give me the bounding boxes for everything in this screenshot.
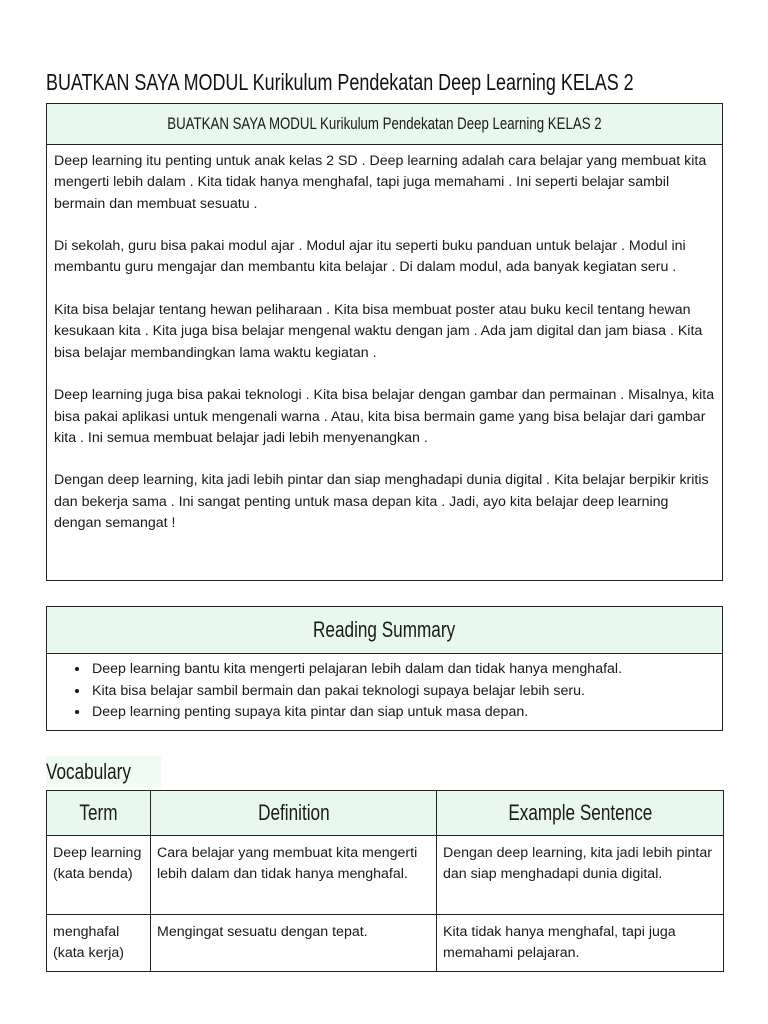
table-row	[47, 836, 724, 915]
intro-box	[46, 103, 723, 581]
example-cell: Kita tidak hanya menghafal, tapi juga memahami pelajaran.	[437, 915, 724, 972]
column-header-example	[437, 791, 724, 836]
definition-cell: Mengingat sesuatu dengan tepat.	[151, 915, 437, 972]
summary-list-item: • Deep learning bantu kita mengerti pelajaran lebih dalam dan tidak hanya menghafal.	[90, 659, 722, 681]
intro-paragraph: Deep learning itu penting untuk anak kelas 2 SD . Deep learning adalah cara belajar yang membuat kita mengerti lebih dalam . Kita tidak hanya menghafal, tapi juga memahami . Ini seperti belajar sambil bermain dan membuat sesuatu .	[54, 153, 707, 212]
definition-cell: Cara belajar yang membuat kita mengerti lebih dalam dan tidak hanya menghafal.	[151, 836, 437, 915]
vocabulary-table	[46, 790, 724, 972]
reading-summary-header	[47, 607, 722, 654]
intro-paragraph: Di sekolah, guru bisa pakai modul ajar . Modul ajar itu seperti buku panduan untuk belajar . Modul ini membantu guru mengajar dan membantu kita belajar . Di dalam modul, ada banyak kegiatan seru .	[54, 238, 686, 276]
reading-summary-box	[46, 606, 723, 731]
summary-list-item: • Deep learning penting supaya kita pintar dan siap untuk masa depan.	[90, 702, 722, 724]
term-cell: menghafal (kata kerja)	[47, 915, 151, 972]
intro-box-header-text: BUATKAN SAYA MODUL Kurikulum Pendekatan Deep Learning KELAS 2	[167, 114, 602, 133]
column-header-definition	[151, 791, 437, 836]
intro-box-body	[47, 145, 722, 534]
example-cell: Dengan deep learning, kita jadi lebih pintar dan siap menghadapi dunia digital.	[437, 836, 724, 915]
column-header-example-text: Example Sentence	[507, 800, 653, 825]
intro-paragraph: Kita bisa belajar tentang hewan peliharaan . Kita bisa membuat poster atau buku kecil tentang hewan kesukaan kita . Kita juga bisa belajar mengenal waktu dengan jam . Ada jam digital dan jam biasa . Kita bisa belajar membandingkan lama waktu kegiatan .	[54, 302, 703, 361]
document-title-text: BUATKAN SAYA MODUL Kurikulum Pendekatan Deep Learning KELAS 2	[46, 69, 634, 95]
vocabulary-heading	[46, 756, 161, 788]
column-header-definition-text: Definition	[257, 800, 330, 825]
table-row	[47, 915, 724, 972]
reading-summary-list	[47, 654, 722, 724]
column-header-term-text: Term	[79, 800, 118, 825]
term-cell: Deep learning (kata benda)	[47, 836, 151, 915]
document-title	[46, 66, 768, 98]
column-header-term	[47, 791, 151, 836]
reading-summary-heading: Reading Summary	[313, 617, 456, 642]
intro-box-header	[47, 104, 722, 145]
summary-list-item: • Kita bisa belajar sambil bermain dan pakai teknologi supaya belajar lebih seru.	[90, 681, 722, 703]
intro-paragraph: Deep learning juga bisa pakai teknologi . Kita bisa belajar dengan gambar dan permainan . Misalnya, kita bisa pakai aplikasi untuk mengenali warna . Atau, kita bisa bermain game yang bisa belajar dari gambar kita . Ini semua membuat belajar jadi lebih menyenangkan .	[54, 387, 715, 446]
vocabulary-heading-text: Vocabulary	[46, 759, 131, 784]
intro-paragraph: Dengan deep learning, kita jadi lebih pintar dan siap menghadapi dunia digital . Kita belajar berpikir kritis dan bekerja sama . Ini sangat penting untuk masa depan kita . Jadi, ayo kita belajar deep learning dengan semangat !	[54, 472, 709, 532]
vocabulary-header-row	[47, 791, 724, 836]
